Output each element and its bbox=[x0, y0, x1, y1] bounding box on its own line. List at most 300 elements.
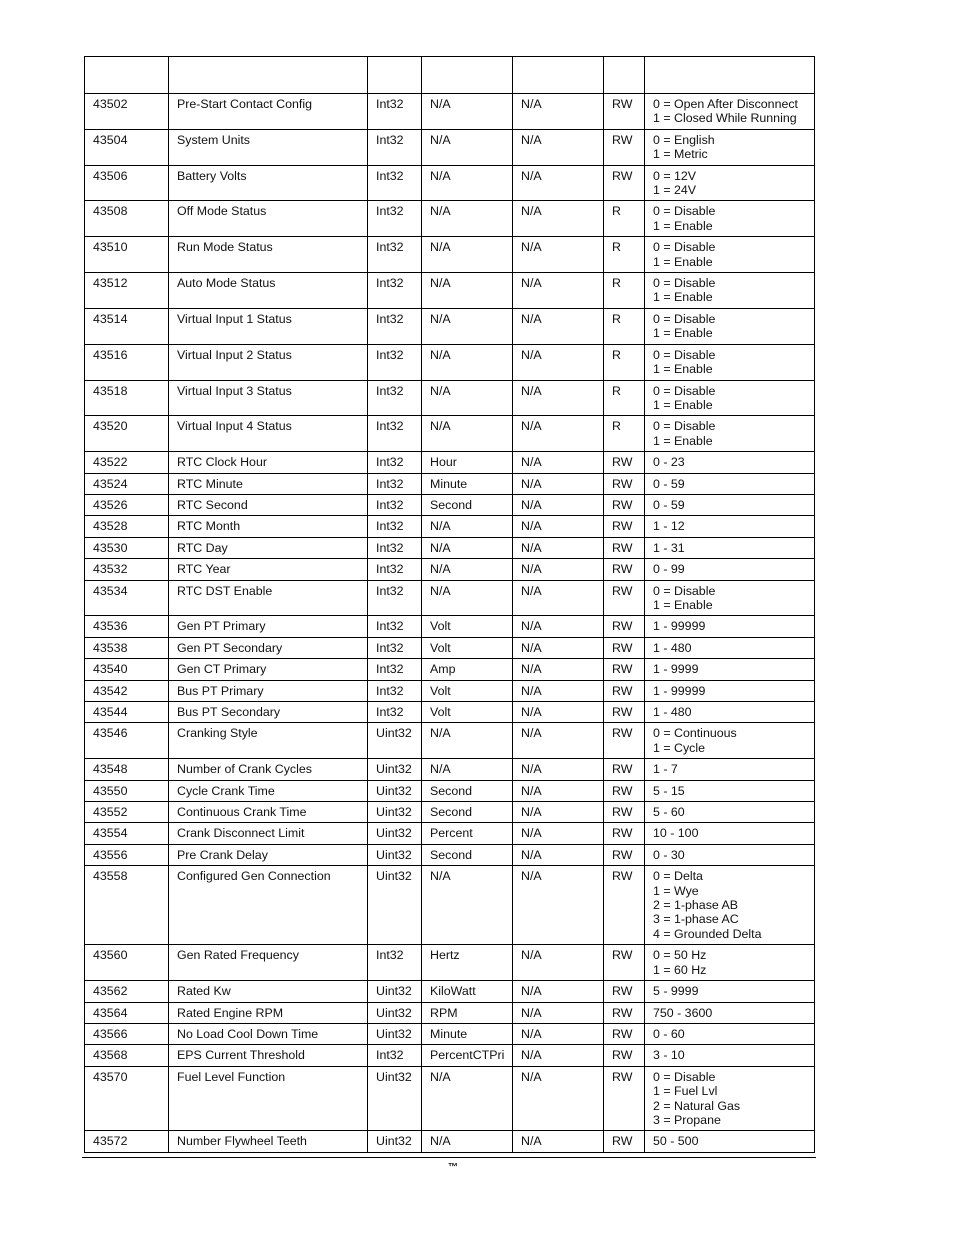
scaling-cell: N/A bbox=[513, 237, 604, 273]
units-cell: N/A bbox=[422, 723, 513, 759]
register-description-cell: Virtual Input 3 Status bbox=[169, 380, 368, 416]
scaling-cell: N/A bbox=[513, 273, 604, 309]
data-type-cell: Uint32 bbox=[368, 866, 422, 945]
units-cell: N/A bbox=[422, 237, 513, 273]
units-cell: N/A bbox=[422, 201, 513, 237]
units-cell: N/A bbox=[422, 759, 513, 780]
range-cell: 1 - 480 bbox=[645, 702, 815, 723]
register-description-cell: RTC DST Enable bbox=[169, 580, 368, 616]
data-type-cell: Uint32 bbox=[368, 844, 422, 865]
table-row bbox=[85, 680, 815, 701]
scaling-cell: N/A bbox=[513, 416, 604, 452]
data-type-cell: Int32 bbox=[368, 94, 422, 130]
register-address-cell: 43554 bbox=[85, 823, 169, 844]
access-cell: RW bbox=[604, 1023, 645, 1044]
register-address-cell: 43504 bbox=[85, 129, 169, 165]
units-cell: Hour bbox=[422, 452, 513, 473]
register-address-cell: 43548 bbox=[85, 759, 169, 780]
register-address-cell: 43502 bbox=[85, 94, 169, 130]
table-row bbox=[85, 416, 815, 452]
data-type-cell: Uint32 bbox=[368, 1023, 422, 1044]
units-cell: N/A bbox=[422, 94, 513, 130]
register-description-cell: Bus PT Primary bbox=[169, 680, 368, 701]
units-cell: Hertz bbox=[422, 945, 513, 981]
table-row bbox=[85, 201, 815, 237]
table-row bbox=[85, 473, 815, 494]
scaling-cell: N/A bbox=[513, 680, 604, 701]
table-row bbox=[85, 659, 815, 680]
scaling-cell: N/A bbox=[513, 1002, 604, 1023]
access-cell: R bbox=[604, 416, 645, 452]
access-cell: RW bbox=[604, 452, 645, 473]
access-cell: R bbox=[604, 308, 645, 344]
register-address-cell: 43524 bbox=[85, 473, 169, 494]
range-cell: 1 - 12 bbox=[645, 516, 815, 537]
scaling-cell: N/A bbox=[513, 759, 604, 780]
scaling-cell: N/A bbox=[513, 981, 604, 1002]
register-description-cell: Off Mode Status bbox=[169, 201, 368, 237]
access-cell: RW bbox=[604, 702, 645, 723]
data-type-cell: Int32 bbox=[368, 273, 422, 309]
scaling-cell: N/A bbox=[513, 616, 604, 637]
register-address-cell: 43552 bbox=[85, 802, 169, 823]
data-type-cell: Int32 bbox=[368, 308, 422, 344]
table-row bbox=[85, 1066, 815, 1131]
access-cell: RW bbox=[604, 759, 645, 780]
scaling-cell: N/A bbox=[513, 723, 604, 759]
units-cell: Second bbox=[422, 802, 513, 823]
units-cell: Volt bbox=[422, 637, 513, 658]
table-row bbox=[85, 1131, 815, 1152]
range-cell: 0 = Disable 1 = Enable bbox=[645, 201, 815, 237]
range-cell: 0 - 60 bbox=[645, 1023, 815, 1044]
data-type-cell: Int32 bbox=[368, 580, 422, 616]
units-cell: Minute bbox=[422, 1023, 513, 1044]
units-cell: Volt bbox=[422, 616, 513, 637]
header-cell bbox=[85, 57, 169, 94]
register-address-cell: 43506 bbox=[85, 165, 169, 201]
range-cell: 0 = Disable 1 = Enable bbox=[645, 273, 815, 309]
data-type-cell: Int32 bbox=[368, 473, 422, 494]
register-description-cell: RTC Day bbox=[169, 537, 368, 558]
scaling-cell: N/A bbox=[513, 1023, 604, 1044]
scaling-cell: N/A bbox=[513, 344, 604, 380]
register-address-cell: 43562 bbox=[85, 981, 169, 1002]
units-cell: N/A bbox=[422, 344, 513, 380]
data-type-cell: Uint32 bbox=[368, 759, 422, 780]
scaling-cell: N/A bbox=[513, 702, 604, 723]
access-cell: RW bbox=[604, 723, 645, 759]
register-description-cell: Auto Mode Status bbox=[169, 273, 368, 309]
units-cell: N/A bbox=[422, 129, 513, 165]
scaling-cell: N/A bbox=[513, 537, 604, 558]
table-row bbox=[85, 344, 815, 380]
register-description-cell: Number Flywheel Teeth bbox=[169, 1131, 368, 1152]
register-description-cell: Virtual Input 1 Status bbox=[169, 308, 368, 344]
table-row bbox=[85, 273, 815, 309]
register-address-cell: 43556 bbox=[85, 844, 169, 865]
units-cell: N/A bbox=[422, 165, 513, 201]
register-address-cell: 43550 bbox=[85, 780, 169, 801]
register-description-cell: RTC Minute bbox=[169, 473, 368, 494]
register-address-cell: 43508 bbox=[85, 201, 169, 237]
access-cell: R bbox=[604, 380, 645, 416]
units-cell: N/A bbox=[422, 1066, 513, 1131]
access-cell: RW bbox=[604, 94, 645, 130]
register-description-cell: Run Mode Status bbox=[169, 237, 368, 273]
range-cell: 1 - 480 bbox=[645, 637, 815, 658]
access-cell: RW bbox=[604, 616, 645, 637]
scaling-cell: N/A bbox=[513, 494, 604, 515]
register-address-cell: 43564 bbox=[85, 1002, 169, 1023]
table-row bbox=[85, 702, 815, 723]
range-cell: 10 - 100 bbox=[645, 823, 815, 844]
data-type-cell: Int32 bbox=[368, 201, 422, 237]
data-type-cell: Int32 bbox=[368, 616, 422, 637]
register-description-cell: Virtual Input 4 Status bbox=[169, 416, 368, 452]
range-cell: 0 = Disable 1 = Fuel Lvl 2 = Natural Gas 3 = Propane bbox=[645, 1066, 815, 1131]
range-cell: 0 = Delta 1 = Wye 2 = 1-phase AB 3 = 1-phase AC 4 = Grounded Delta bbox=[645, 866, 815, 945]
register-address-cell: 43538 bbox=[85, 637, 169, 658]
range-cell: 0 = Disable 1 = Enable bbox=[645, 380, 815, 416]
data-type-cell: Int32 bbox=[368, 659, 422, 680]
table-row bbox=[85, 559, 815, 580]
scaling-cell: N/A bbox=[513, 1066, 604, 1131]
register-description-cell: Gen PT Primary bbox=[169, 616, 368, 637]
data-type-cell: Uint32 bbox=[368, 780, 422, 801]
units-cell: KiloWatt bbox=[422, 981, 513, 1002]
table-row bbox=[85, 723, 815, 759]
register-address-cell: 43510 bbox=[85, 237, 169, 273]
header-cell bbox=[645, 57, 815, 94]
range-cell: 0 - 59 bbox=[645, 473, 815, 494]
register-address-cell: 43566 bbox=[85, 1023, 169, 1044]
scaling-cell: N/A bbox=[513, 473, 604, 494]
register-description-cell: Gen Rated Frequency bbox=[169, 945, 368, 981]
data-type-cell: Int32 bbox=[368, 702, 422, 723]
table-row bbox=[85, 759, 815, 780]
scaling-cell: N/A bbox=[513, 452, 604, 473]
access-cell: R bbox=[604, 201, 645, 237]
scaling-cell: N/A bbox=[513, 659, 604, 680]
range-cell: 1 - 99999 bbox=[645, 616, 815, 637]
table-row bbox=[85, 1045, 815, 1066]
range-cell: 5 - 9999 bbox=[645, 981, 815, 1002]
access-cell: RW bbox=[604, 659, 645, 680]
access-cell: RW bbox=[604, 1066, 645, 1131]
register-address-cell: 43530 bbox=[85, 537, 169, 558]
data-type-cell: Uint32 bbox=[368, 1131, 422, 1152]
table-row bbox=[85, 616, 815, 637]
table-body bbox=[85, 94, 815, 1153]
range-cell: 1 - 31 bbox=[645, 537, 815, 558]
register-description-cell: Continuous Crank Time bbox=[169, 802, 368, 823]
register-address-cell: 43546 bbox=[85, 723, 169, 759]
table-header-row bbox=[85, 57, 815, 94]
scaling-cell: N/A bbox=[513, 165, 604, 201]
scaling-cell: N/A bbox=[513, 945, 604, 981]
access-cell: RW bbox=[604, 559, 645, 580]
data-type-cell: Int32 bbox=[368, 680, 422, 701]
data-type-cell: Uint32 bbox=[368, 723, 422, 759]
units-cell: N/A bbox=[422, 537, 513, 558]
data-type-cell: Int32 bbox=[368, 165, 422, 201]
access-cell: RW bbox=[604, 1045, 645, 1066]
data-type-cell: Int32 bbox=[368, 537, 422, 558]
range-cell: 1 - 7 bbox=[645, 759, 815, 780]
register-address-cell: 43536 bbox=[85, 616, 169, 637]
table-row bbox=[85, 981, 815, 1002]
register-address-cell: 43542 bbox=[85, 680, 169, 701]
units-cell: N/A bbox=[422, 273, 513, 309]
access-cell: RW bbox=[604, 580, 645, 616]
units-cell: Second bbox=[422, 494, 513, 515]
access-cell: RW bbox=[604, 473, 645, 494]
register-description-cell: System Units bbox=[169, 129, 368, 165]
register-description-cell: Cycle Crank Time bbox=[169, 780, 368, 801]
table-row bbox=[85, 537, 815, 558]
access-cell: RW bbox=[604, 945, 645, 981]
data-type-cell: Int32 bbox=[368, 344, 422, 380]
header-cell bbox=[169, 57, 368, 94]
range-cell: 0 = 50 Hz 1 = 60 Hz bbox=[645, 945, 815, 981]
access-cell: RW bbox=[604, 1002, 645, 1023]
units-cell: N/A bbox=[422, 866, 513, 945]
table-row bbox=[85, 516, 815, 537]
register-description-cell: Rated Kw bbox=[169, 981, 368, 1002]
register-description-cell: Virtual Input 2 Status bbox=[169, 344, 368, 380]
range-cell: 0 = English 1 = Metric bbox=[645, 129, 815, 165]
access-cell: RW bbox=[604, 981, 645, 1002]
register-description-cell: Bus PT Secondary bbox=[169, 702, 368, 723]
scaling-cell: N/A bbox=[513, 1131, 604, 1152]
scaling-cell: N/A bbox=[513, 844, 604, 865]
units-cell: Volt bbox=[422, 702, 513, 723]
register-description-cell: EPS Current Threshold bbox=[169, 1045, 368, 1066]
register-address-cell: 43520 bbox=[85, 416, 169, 452]
register-address-cell: 43514 bbox=[85, 308, 169, 344]
scaling-cell: N/A bbox=[513, 580, 604, 616]
access-cell: RW bbox=[604, 802, 645, 823]
table-row bbox=[85, 945, 815, 981]
range-cell: 0 = Disable 1 = Enable bbox=[645, 416, 815, 452]
units-cell: N/A bbox=[422, 559, 513, 580]
table-row bbox=[85, 823, 815, 844]
register-description-cell: Fuel Level Function bbox=[169, 1066, 368, 1131]
data-type-cell: Uint32 bbox=[368, 1002, 422, 1023]
register-address-cell: 43526 bbox=[85, 494, 169, 515]
range-cell: 0 - 99 bbox=[645, 559, 815, 580]
range-cell: 0 = Disable 1 = Enable bbox=[645, 237, 815, 273]
table-row bbox=[85, 1023, 815, 1044]
table-row bbox=[85, 580, 815, 616]
register-address-cell: 43560 bbox=[85, 945, 169, 981]
header-cell bbox=[368, 57, 422, 94]
table-row bbox=[85, 1002, 815, 1023]
access-cell: RW bbox=[604, 516, 645, 537]
register-address-cell: 43544 bbox=[85, 702, 169, 723]
register-address-cell: 43568 bbox=[85, 1045, 169, 1066]
register-address-cell: 43558 bbox=[85, 866, 169, 945]
units-cell: N/A bbox=[422, 580, 513, 616]
data-type-cell: Int32 bbox=[368, 237, 422, 273]
data-type-cell: Uint32 bbox=[368, 981, 422, 1002]
table-row bbox=[85, 844, 815, 865]
register-description-cell: Gen CT Primary bbox=[169, 659, 368, 680]
register-address-cell: 43512 bbox=[85, 273, 169, 309]
units-cell: Second bbox=[422, 844, 513, 865]
data-type-cell: Uint32 bbox=[368, 1066, 422, 1131]
scaling-cell: N/A bbox=[513, 823, 604, 844]
access-cell: RW bbox=[604, 129, 645, 165]
scaling-cell: N/A bbox=[513, 308, 604, 344]
units-cell: N/A bbox=[422, 516, 513, 537]
table-row bbox=[85, 637, 815, 658]
range-cell: 0 = Disable 1 = Enable bbox=[645, 580, 815, 616]
register-description-cell: RTC Clock Hour bbox=[169, 452, 368, 473]
table-row bbox=[85, 94, 815, 130]
table-row bbox=[85, 165, 815, 201]
register-description-cell: RTC Month bbox=[169, 516, 368, 537]
data-type-cell: Int32 bbox=[368, 416, 422, 452]
register-address-cell: 43534 bbox=[85, 580, 169, 616]
access-cell: RW bbox=[604, 537, 645, 558]
range-cell: 0 = Disable 1 = Enable bbox=[645, 308, 815, 344]
register-address-cell: 43516 bbox=[85, 344, 169, 380]
table-row bbox=[85, 380, 815, 416]
access-cell: R bbox=[604, 344, 645, 380]
range-cell: 0 - 59 bbox=[645, 494, 815, 515]
range-cell: 750 - 3600 bbox=[645, 1002, 815, 1023]
access-cell: RW bbox=[604, 1131, 645, 1152]
table-row bbox=[85, 494, 815, 515]
data-type-cell: Uint32 bbox=[368, 802, 422, 823]
units-cell: Second bbox=[422, 780, 513, 801]
units-cell: N/A bbox=[422, 416, 513, 452]
access-cell: R bbox=[604, 273, 645, 309]
scaling-cell: N/A bbox=[513, 866, 604, 945]
units-cell: N/A bbox=[422, 308, 513, 344]
range-cell: 0 = Open After Disconnect 1 = Closed While Running bbox=[645, 94, 815, 130]
register-description-cell: RTC Second bbox=[169, 494, 368, 515]
table-row bbox=[85, 866, 815, 945]
register-description-cell: Rated Engine RPM bbox=[169, 1002, 368, 1023]
data-type-cell: Int32 bbox=[368, 380, 422, 416]
register-address-cell: 43528 bbox=[85, 516, 169, 537]
scaling-cell: N/A bbox=[513, 129, 604, 165]
access-cell: RW bbox=[604, 165, 645, 201]
range-cell: 0 = Continuous 1 = Cycle bbox=[645, 723, 815, 759]
access-cell: R bbox=[604, 237, 645, 273]
header-cell bbox=[513, 57, 604, 94]
header-cell bbox=[604, 57, 645, 94]
units-cell: RPM bbox=[422, 1002, 513, 1023]
register-description-cell: Battery Volts bbox=[169, 165, 368, 201]
register-description-cell: Cranking Style bbox=[169, 723, 368, 759]
register-address-cell: 43572 bbox=[85, 1131, 169, 1152]
access-cell: RW bbox=[604, 680, 645, 701]
data-type-cell: Int32 bbox=[368, 129, 422, 165]
footer-divider bbox=[82, 1157, 816, 1158]
header-cell bbox=[422, 57, 513, 94]
scaling-cell: N/A bbox=[513, 1045, 604, 1066]
table-row bbox=[85, 129, 815, 165]
access-cell: RW bbox=[604, 823, 645, 844]
table-row bbox=[85, 452, 815, 473]
range-cell: 0 - 30 bbox=[645, 844, 815, 865]
data-type-cell: Int32 bbox=[368, 452, 422, 473]
register-description-cell: Pre Crank Delay bbox=[169, 844, 368, 865]
scaling-cell: N/A bbox=[513, 201, 604, 237]
access-cell: RW bbox=[604, 494, 645, 515]
units-cell: Amp bbox=[422, 659, 513, 680]
register-address-cell: 43518 bbox=[85, 380, 169, 416]
data-type-cell: Int32 bbox=[368, 494, 422, 515]
scaling-cell: N/A bbox=[513, 780, 604, 801]
register-description-cell: Pre-Start Contact Config bbox=[169, 94, 368, 130]
range-cell: 1 - 9999 bbox=[645, 659, 815, 680]
scaling-cell: N/A bbox=[513, 94, 604, 130]
data-type-cell: Int32 bbox=[368, 1045, 422, 1066]
range-cell: 5 - 60 bbox=[645, 802, 815, 823]
units-cell: Percent bbox=[422, 823, 513, 844]
register-description-cell: No Load Cool Down Time bbox=[169, 1023, 368, 1044]
table-row bbox=[85, 802, 815, 823]
data-type-cell: Int32 bbox=[368, 559, 422, 580]
range-cell: 50 - 500 bbox=[645, 1131, 815, 1152]
register-description-cell: RTC Year bbox=[169, 559, 368, 580]
table-row bbox=[85, 237, 815, 273]
units-cell: Volt bbox=[422, 680, 513, 701]
scaling-cell: N/A bbox=[513, 637, 604, 658]
table-row bbox=[85, 780, 815, 801]
trademark-symbol: ™ bbox=[448, 1162, 458, 1173]
data-type-cell: Int32 bbox=[368, 945, 422, 981]
register-table bbox=[84, 56, 815, 1153]
access-cell: RW bbox=[604, 780, 645, 801]
table-row bbox=[85, 308, 815, 344]
units-cell: N/A bbox=[422, 1131, 513, 1152]
scaling-cell: N/A bbox=[513, 380, 604, 416]
register-description-cell: Configured Gen Connection bbox=[169, 866, 368, 945]
register-description-cell: Crank Disconnect Limit bbox=[169, 823, 368, 844]
range-cell: 0 = Disable 1 = Enable bbox=[645, 344, 815, 380]
range-cell: 3 - 10 bbox=[645, 1045, 815, 1066]
units-cell: Minute bbox=[422, 473, 513, 494]
register-description-cell: Gen PT Secondary bbox=[169, 637, 368, 658]
data-type-cell: Int32 bbox=[368, 637, 422, 658]
register-address-cell: 43570 bbox=[85, 1066, 169, 1131]
data-type-cell: Int32 bbox=[368, 516, 422, 537]
register-description-cell: Number of Crank Cycles bbox=[169, 759, 368, 780]
data-type-cell: Uint32 bbox=[368, 823, 422, 844]
scaling-cell: N/A bbox=[513, 802, 604, 823]
access-cell: RW bbox=[604, 866, 645, 945]
range-cell: 0 = 12V 1 = 24V bbox=[645, 165, 815, 201]
units-cell: PercentCTPri bbox=[422, 1045, 513, 1066]
register-address-cell: 43522 bbox=[85, 452, 169, 473]
register-address-cell: 43532 bbox=[85, 559, 169, 580]
access-cell: RW bbox=[604, 637, 645, 658]
range-cell: 0 - 23 bbox=[645, 452, 815, 473]
register-address-cell: 43540 bbox=[85, 659, 169, 680]
range-cell: 1 - 99999 bbox=[645, 680, 815, 701]
scaling-cell: N/A bbox=[513, 516, 604, 537]
scaling-cell: N/A bbox=[513, 559, 604, 580]
units-cell: N/A bbox=[422, 380, 513, 416]
range-cell: 5 - 15 bbox=[645, 780, 815, 801]
access-cell: RW bbox=[604, 844, 645, 865]
